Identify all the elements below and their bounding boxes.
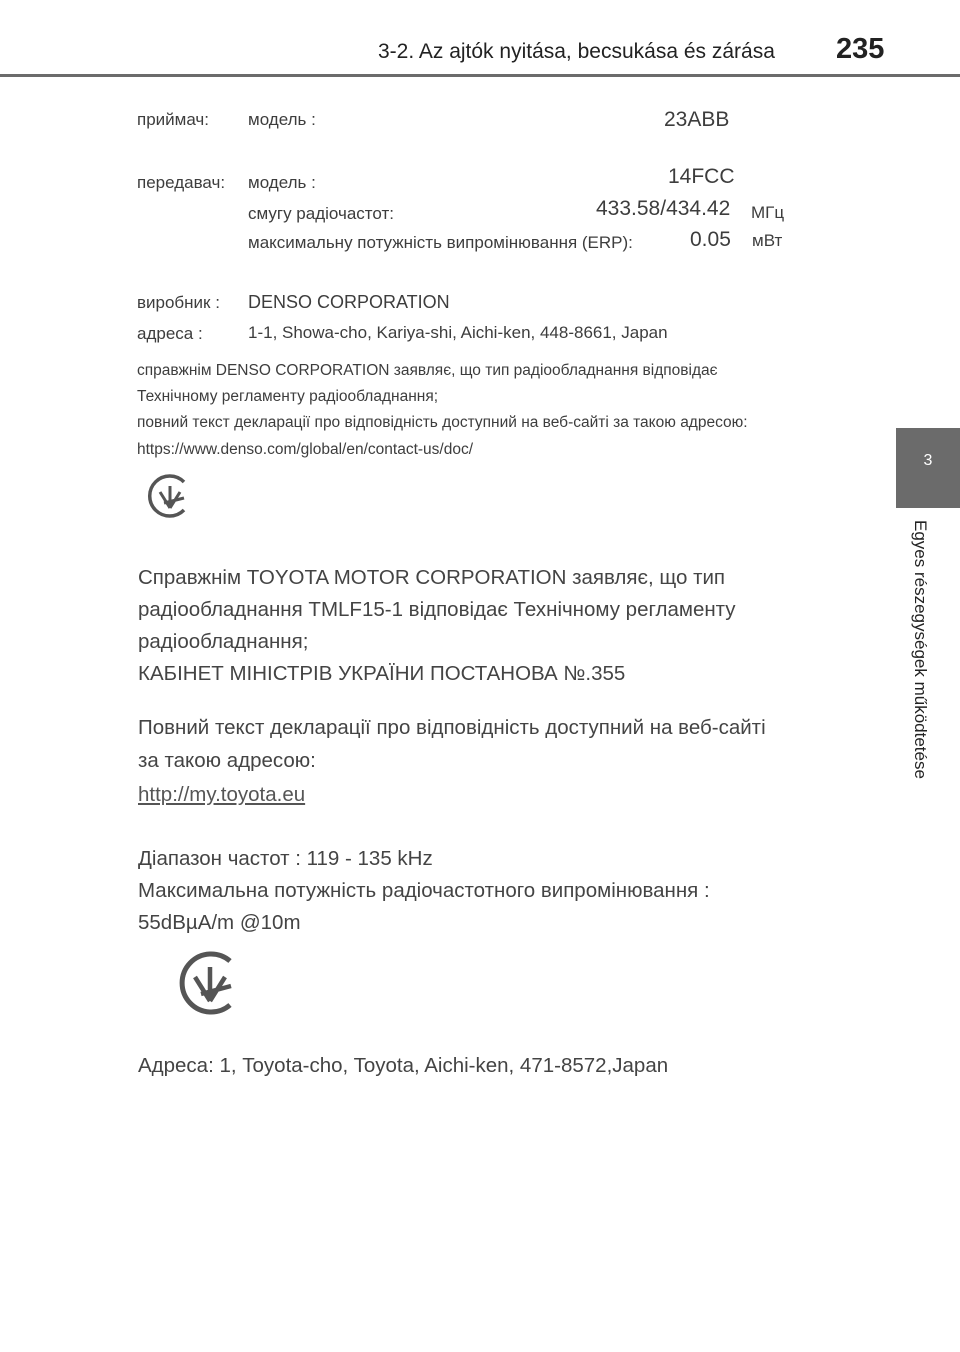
frequency-line: Максимальна потужність радіочастотного випромінювання : [138,879,710,902]
declaration-body-line: радіообладнання; [138,630,309,653]
power-label: максимальну потужність випромінювання (ERP): [248,233,633,252]
band-unit: МГц [751,203,785,222]
declaration-body-line: Справжнім TOYOTA MOTOR CORPORATION заявляє, що тип [138,566,726,589]
fulltext-line: Повний текст декларації про відповідність доступний на веб-сайті [138,716,766,739]
page-header [0,0,960,80]
ukrainian-conformity-mark-icon [144,470,196,522]
declaration-url: https://www.denso.com/global/en/contact-us/doc/ [137,441,474,458]
receiver-model-label: модель : [248,110,316,129]
fulltext-line: за такою адресою: [138,749,316,772]
toyota-address: Адреса: 1, Toyota-cho, Toyota, Aichi-ken, 471-8572,Japan [138,1054,669,1077]
maker-value: DENSO CORPORATION [248,292,450,312]
band-label: смугу радіочастот: [248,204,394,223]
declaration-body-line: радіообладнання TMLF15-1 відповідає Технічному регламенту [138,598,736,621]
chapter-number: 3 [923,452,933,469]
transmitter-label: передавач: [137,173,226,192]
frequency-line: 55dBµA/m @10m [138,911,301,934]
header-divider [0,74,960,77]
power-unit: мВт [752,231,783,250]
declaration-line: справжнім DENSO CORPORATION заявляє, що тип радіообладнання відповідає [137,362,718,379]
band-value: 433.58/434.42 [596,197,731,220]
section-title: 3-2. Az ajtók nyitása, becsukása és zárása [378,40,775,63]
toyota-link[interactable]: http://my.toyota.eu [138,783,306,806]
ukrainian-conformity-mark-icon [172,945,248,1021]
page-number: 235 [836,33,885,65]
transmitter-model: 14FCC [668,165,735,188]
declaration-body-line: КАБІНЕТ МІНІСТРІВ УКРАЇНИ ПОСТАНОВА №.355 [138,662,626,685]
transmitter-model-label: модель : [248,173,316,192]
frequency-line: Діапазон частот : 119 - 135 kHz [138,847,433,870]
maker-label: виробник : [137,293,220,312]
receiver-model: 23ABB [664,108,730,131]
address-value: 1-1, Showa-cho, Kariya-shi, Aichi-ken, 448-8661, Japan [248,323,668,342]
receiver-label: приймач: [137,110,210,129]
chapter-label: Egyes részegységek működtetése [911,520,930,779]
chapter-tab [896,428,960,508]
power-value: 0.05 [690,228,731,251]
declaration-line: Технічному регламенту радіообладнання; [137,388,439,405]
address-label: адреса : [137,324,203,343]
declaration-line: повний текст декларації про відповідність доступний на веб-сайті за такою адресою: [137,414,748,431]
